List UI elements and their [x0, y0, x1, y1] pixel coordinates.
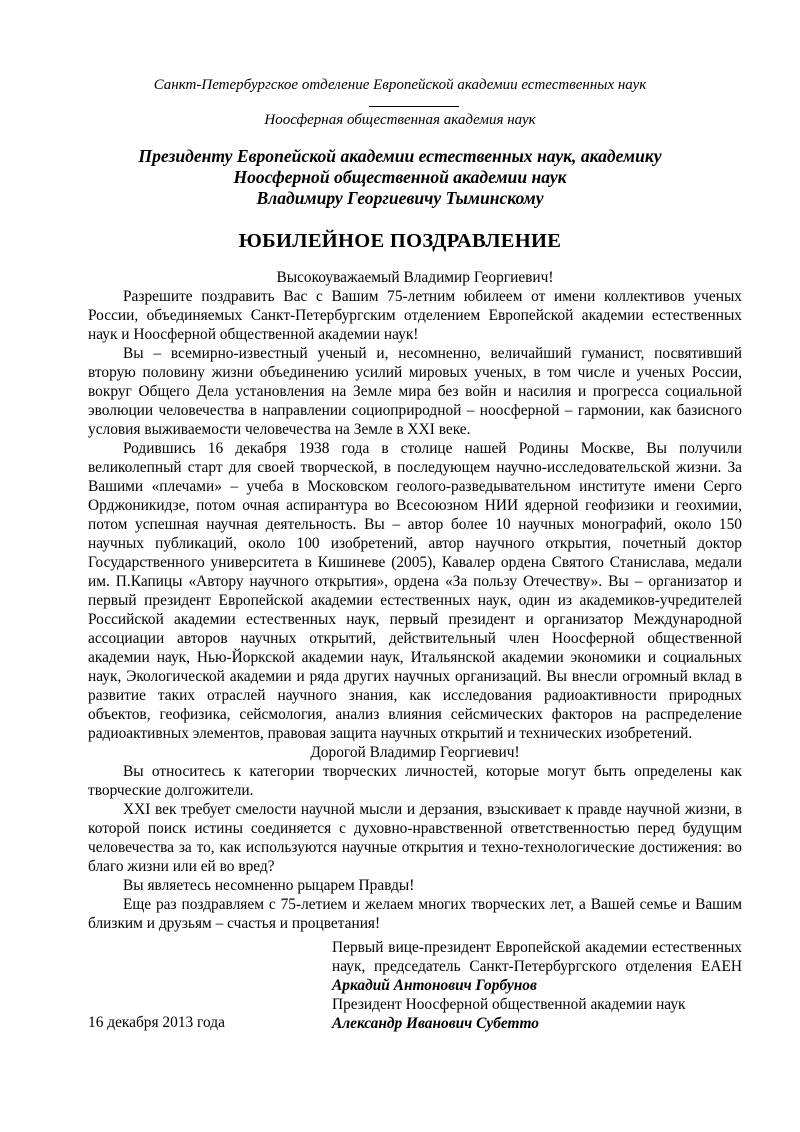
greeting-formal: Высокоуважаемый Владимир Георгиевич! — [276, 269, 554, 286]
header-divider — [369, 106, 459, 107]
letter-date: 16 декабря 2013 года — [88, 1014, 225, 1031]
signature-block — [332, 938, 742, 1033]
addressee-line-2: Ноосферной общественной академии наук — [233, 167, 567, 187]
addressee-block — [0, 146, 800, 209]
addressee-line-1: Президенту Европейской академии естественных наук, академику — [138, 146, 662, 166]
letter-title: ЮБИЛЕЙНОЕ ПОЗДРАВЛЕНИЕ — [238, 230, 562, 252]
addressee-line-3: Владимиру Георгиевичу Тыминскому — [256, 188, 544, 208]
paragraph: XXI век требует смелости научной мысли и дерзания, взыскивает к правде научной жизни, в которой поиск истины соединяется с духовно-нравственной ответственностью перед будущим человечества за то, как используются научные открытия и техно-технологические достижения: во благо жизни или ей во вред? — [88, 801, 742, 875]
signature-2 — [332, 995, 742, 1033]
paragraph: Вы являетесь несомненно рыцарем Правды! — [123, 877, 415, 894]
signature-2-title: Президент Ноосферной общественной академии наук — [332, 996, 686, 1013]
paragraph: Родившись 16 декабря 1938 года в столице нашей Родины Москве, Вы получили великолепный старт для своей творческой, в последующем научно-исследовательской жизни. За Вашими «плечами» – учеба в Московском геолого-разведывательном институте имени Серго Орджоникидзе, потом очная аспирантура во Всесоюзном НИИ ядерной геофизики и геохимии, потом успешная научная деятельность. Вы – автор более 10 научных монографий, около 150 научных публикаций, около 100 изобретений, автор научного открытия, почетный доктор Государственного университета в Кишиневе (2005), Кавалер ордена Святого Станислава, медали им. П.Капицы «Автору научного открытия», ордена «За пользу Отечеству». Вы – организатор и первый президент Европейской академии естественных наук, один из академиков-учредителей Российской академии естественных наук, первый президент и организатор Международной ассоциации авторов научных открытий, действительный член Ноосферной общественной академии наук, Нью-Йоркской академии наук, Итальянской академии экономики и социальных наук, Экологической академии и ряда других научных организаций. Вы внесли огромный вклад в развитие таких отраслей научного знания, как исследования радиоактивности природных объектов, геофизика, сейсмология, анализ влияния сейсмических факторов на распределение радиоактивных элементов, правовая защита научных открытий и технических изобретений. — [88, 440, 742, 742]
paragraph: Разрешите поздравить Вас с Вашим 75-летним юбилеем от имени коллективов ученых России, объединяемых Санкт-Петербургским отделением Европейской академии естественных наук и Ноосферной общественной академии наук! — [88, 288, 742, 343]
signature-2-name: Александр Иванович Субетто — [332, 1015, 539, 1032]
paragraph: Еще раз поздравляем с 75-летием и желаем многих творческих лет, а Вашей семье и Вашим близким и друзьям – счастья и процветания! — [88, 896, 742, 932]
signature-1-title: Первый вице-президент Европейской академии естественных наук, председатель Санкт-Петербургского отделения ЕАЕН — [332, 939, 742, 975]
signature-1-name: Аркадий Антонович Горбунов — [332, 977, 537, 994]
paragraph: Вы относитесь к категории творческих личностей, которые могут быть определены как творческие долгожители. — [88, 763, 742, 799]
greeting-personal: Дорогой Владимир Георгиевич! — [310, 744, 520, 761]
header-org-spb: Санкт-Петербургское отделение Европейской академии естественных наук — [153, 77, 647, 93]
letter-body — [88, 268, 742, 933]
header-org-noosphere: Ноосферная общественная академия наук — [264, 112, 536, 128]
paragraph: Вы – всемирно-известный ученый и, несомненно, величайший гуманист, посвятивший вторую половину жизни объединению усилий мировых ученых, в том числе и ученых России, вокруг Общего Дела установления на Земле мира без войн и насилия и прогресса социальной эволюции человечества в направлении социоприродной – ноосферной – гармонии, как базисного условия выживаемости человечества на Земле в XXI веке. — [88, 345, 742, 438]
signature-1 — [332, 938, 742, 995]
